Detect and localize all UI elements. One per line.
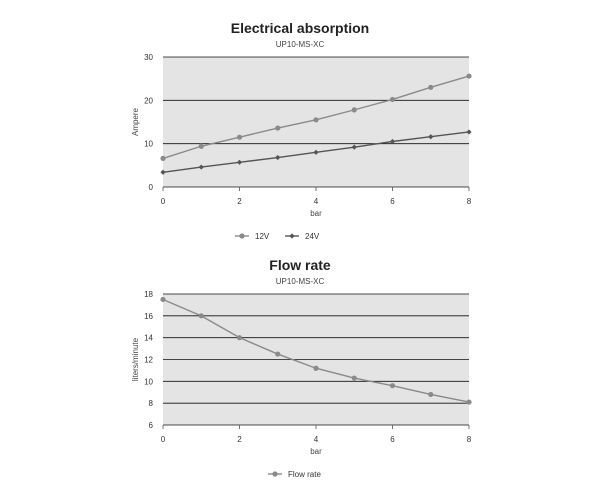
chart1-y-tick-label: 0	[148, 183, 153, 192]
chart2-legend-flow-rate-swatch-marker	[272, 471, 277, 476]
chart1-series-12v-point	[466, 73, 471, 78]
chart1-y-axis-title: Ampere	[131, 107, 140, 137]
chart1-legend-24v-swatch-marker	[289, 233, 294, 238]
chart2-y-tick-label: 12	[144, 355, 153, 365]
chart2-series-flow-rate-point	[466, 399, 471, 404]
chart2-y-axis-title: liters/minute	[131, 337, 140, 382]
chart-title-flow-rate: Flow rate	[269, 257, 331, 273]
chart2-x-tick-label: 4	[313, 435, 319, 444]
chart2-x-tick-label: 0	[160, 435, 166, 444]
chart2-legend-flow-rate-label: Flow rate	[288, 470, 321, 479]
chart2-series-flow-rate-point	[352, 375, 357, 380]
chart1-series-12v-point	[428, 85, 433, 90]
chart2-y-tick-label: 16	[144, 311, 153, 321]
chart2-x-tick-label: 2	[237, 435, 242, 444]
chart2-x-tick-label: 8	[466, 435, 472, 444]
chart1-series-12v-point	[390, 97, 395, 102]
chart1-x-tick-label: 4	[313, 197, 319, 206]
chart2-y-tick-label: 14	[144, 333, 153, 343]
chart1-legend-24v-label: 24V	[305, 232, 320, 241]
chart2-x-axis-title: bar	[310, 447, 322, 456]
chart1-y-tick-label: 20	[144, 96, 153, 106]
chart-subtitle-electrical-absorption: UP10-MS-XC	[275, 40, 325, 49]
chart2-series-flow-rate-point	[160, 297, 165, 302]
chart2-series-flow-rate-point	[390, 383, 395, 388]
chart2-series-flow-rate-point	[237, 335, 242, 340]
chart-subtitle-flow-rate: UP10-MS-XC	[275, 277, 325, 286]
chart2-series-flow-rate-point	[275, 351, 280, 356]
chart1-legend-12v-label: 12V	[255, 232, 270, 241]
chart2-x-tick-label: 6	[390, 435, 395, 444]
chart1-series-12v-point	[160, 156, 165, 161]
chart1-x-tick-label: 2	[237, 197, 242, 206]
chart2-series-flow-rate-point	[428, 392, 433, 397]
chart1-series-12v-point	[199, 144, 204, 149]
chart1-series-12v-point	[237, 135, 242, 140]
chart1-series-12v-point	[352, 107, 357, 112]
chart-title-electrical-absorption: Electrical absorption	[230, 20, 370, 36]
chart2-y-tick-label: 6	[148, 421, 153, 430]
chart1-series-12v-point	[275, 125, 280, 130]
chart2-series-flow-rate-point	[199, 313, 204, 318]
chart1-y-tick-label: 10	[144, 139, 153, 149]
chart2-series-flow-rate-point	[313, 366, 318, 371]
chart1-x-tick-label: 8	[466, 197, 472, 206]
chart1-y-tick-label: 30	[144, 53, 153, 62]
chart2-y-tick-label: 10	[144, 377, 153, 387]
chart1-x-axis-title: bar	[310, 209, 322, 218]
chart1-x-tick-label: 6	[390, 197, 395, 206]
chart2-y-tick-label: 18	[144, 290, 153, 299]
chart1-legend-12v-swatch-marker	[239, 233, 244, 238]
chart1-x-tick-label: 0	[160, 197, 166, 206]
chart2-y-tick-label: 8	[148, 399, 153, 409]
chart1-series-12v-point	[313, 117, 318, 122]
